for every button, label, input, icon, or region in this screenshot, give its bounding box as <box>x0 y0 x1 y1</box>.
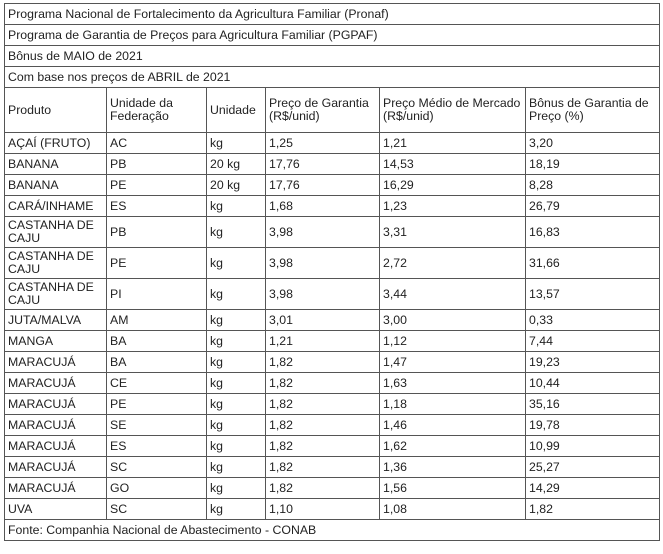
table-row <box>5 478 660 499</box>
cell-unidade: kg <box>207 373 266 394</box>
cell-preco-medio: 1,12 <box>380 331 526 352</box>
header-preco-medio: Preço Médio de Mercado (R$/unid) <box>380 88 526 133</box>
cell-produto: CASTANHA DE CAJU <box>5 248 107 279</box>
table-row <box>5 331 660 352</box>
cell-bonus: 0,33 <box>526 310 660 331</box>
cell-uf: AM <box>107 310 207 331</box>
cell-produto: MARACUJÁ <box>5 415 107 436</box>
cell-produto: UVA <box>5 499 107 520</box>
cell-preco-garantia: 1,82 <box>266 415 380 436</box>
header-bonus: Bônus de Garantia de Preço (%) <box>526 88 660 133</box>
bonus-table <box>4 3 660 541</box>
cell-preco-garantia: 3,01 <box>266 310 380 331</box>
table-row <box>5 499 660 520</box>
table-row <box>5 175 660 196</box>
cell-preco-medio: 14,53 <box>380 154 526 175</box>
cell-preco-garantia: 3,98 <box>266 248 380 279</box>
cell-preco-medio: 1,46 <box>380 415 526 436</box>
cell-unidade: kg <box>207 196 266 217</box>
header-preco-garantia: Preço de Garantia (R$/unid) <box>266 88 380 133</box>
banner-bonus-month: Bônus de MAIO de 2021 <box>5 46 660 67</box>
cell-produto: CASTANHA DE CAJU <box>5 217 107 248</box>
cell-produto: JUTA/MALVA <box>5 310 107 331</box>
cell-bonus: 16,83 <box>526 217 660 248</box>
table-row <box>5 352 660 373</box>
cell-uf: BA <box>107 331 207 352</box>
cell-preco-medio: 1,62 <box>380 436 526 457</box>
table-row <box>5 394 660 415</box>
cell-preco-garantia: 1,82 <box>266 373 380 394</box>
cell-unidade: kg <box>207 352 266 373</box>
cell-unidade: kg <box>207 436 266 457</box>
banner-price-base: Com base nos preços de ABRIL de 2021 <box>5 67 660 88</box>
table-row <box>5 248 660 279</box>
header-row <box>5 88 660 133</box>
cell-preco-medio: 3,44 <box>380 279 526 310</box>
banner-pronaf: Programa Nacional de Fortalecimento da Agricultura Familiar (Pronaf) <box>5 4 660 25</box>
table-row <box>5 279 660 310</box>
cell-produto: BANANA <box>5 175 107 196</box>
cell-bonus: 18,19 <box>526 154 660 175</box>
cell-bonus: 10,99 <box>526 436 660 457</box>
cell-bonus: 10,44 <box>526 373 660 394</box>
cell-preco-garantia: 1,82 <box>266 436 380 457</box>
cell-preco-garantia: 1,82 <box>266 478 380 499</box>
cell-produto: MARACUJÁ <box>5 373 107 394</box>
cell-unidade: kg <box>207 457 266 478</box>
cell-produto: BANANA <box>5 154 107 175</box>
cell-preco-medio: 1,08 <box>380 499 526 520</box>
cell-uf: ES <box>107 196 207 217</box>
cell-bonus: 7,44 <box>526 331 660 352</box>
cell-bonus: 14,29 <box>526 478 660 499</box>
cell-uf: GO <box>107 478 207 499</box>
table-row <box>5 457 660 478</box>
cell-preco-garantia: 3,98 <box>266 279 380 310</box>
cell-uf: SC <box>107 499 207 520</box>
cell-uf: PB <box>107 217 207 248</box>
cell-unidade: kg <box>207 248 266 279</box>
cell-unidade: kg <box>207 133 266 154</box>
cell-produto: MARACUJÁ <box>5 394 107 415</box>
cell-preco-garantia: 1,25 <box>266 133 380 154</box>
cell-preco-medio: 3,00 <box>380 310 526 331</box>
table-row <box>5 436 660 457</box>
cell-bonus: 13,57 <box>526 279 660 310</box>
cell-preco-medio: 16,29 <box>380 175 526 196</box>
cell-unidade: kg <box>207 415 266 436</box>
cell-preco-garantia: 1,10 <box>266 499 380 520</box>
cell-preco-garantia: 1,82 <box>266 457 380 478</box>
table-row <box>5 196 660 217</box>
cell-unidade: kg <box>207 499 266 520</box>
cell-produto: CARÁ/INHAME <box>5 196 107 217</box>
cell-bonus: 31,66 <box>526 248 660 279</box>
cell-preco-medio: 1,47 <box>380 352 526 373</box>
cell-preco-garantia: 17,76 <box>266 175 380 196</box>
cell-unidade: kg <box>207 394 266 415</box>
cell-preco-garantia: 1,21 <box>266 331 380 352</box>
cell-bonus: 3,20 <box>526 133 660 154</box>
cell-uf: SC <box>107 457 207 478</box>
cell-preco-garantia: 17,76 <box>266 154 380 175</box>
header-unidade: Unidade <box>207 88 266 133</box>
cell-preco-medio: 2,72 <box>380 248 526 279</box>
header-uf: Unidade da Federação <box>107 88 207 133</box>
cell-produto: MARACUJÁ <box>5 352 107 373</box>
cell-unidade: kg <box>207 310 266 331</box>
cell-unidade: 20 kg <box>207 154 266 175</box>
cell-bonus: 8,28 <box>526 175 660 196</box>
source-footer: Fonte: Companhia Nacional de Abastecimento - CONAB <box>5 520 660 541</box>
header-produto: Produto <box>5 88 107 133</box>
table-row <box>5 133 660 154</box>
cell-unidade: kg <box>207 217 266 248</box>
cell-preco-garantia: 1,68 <box>266 196 380 217</box>
cell-uf: PB <box>107 154 207 175</box>
cell-preco-medio: 1,23 <box>380 196 526 217</box>
banner-pgpaf: Programa de Garantia de Preços para Agricultura Familiar (PGPAF) <box>5 25 660 46</box>
cell-uf: BA <box>107 352 207 373</box>
cell-uf: SE <box>107 415 207 436</box>
cell-produto: MARACUJÁ <box>5 478 107 499</box>
table-row <box>5 154 660 175</box>
cell-bonus: 35,16 <box>526 394 660 415</box>
cell-preco-medio: 1,36 <box>380 457 526 478</box>
cell-uf: PE <box>107 248 207 279</box>
cell-uf: CE <box>107 373 207 394</box>
cell-uf: PE <box>107 175 207 196</box>
cell-preco-garantia: 1,82 <box>266 352 380 373</box>
cell-bonus: 25,27 <box>526 457 660 478</box>
cell-preco-garantia: 1,82 <box>266 394 380 415</box>
table-row <box>5 373 660 394</box>
cell-produto: AÇAÍ (FRUTO) <box>5 133 107 154</box>
cell-uf: PI <box>107 279 207 310</box>
cell-uf: PE <box>107 394 207 415</box>
cell-bonus: 19,23 <box>526 352 660 373</box>
cell-bonus: 26,79 <box>526 196 660 217</box>
cell-uf: ES <box>107 436 207 457</box>
cell-preco-medio: 1,18 <box>380 394 526 415</box>
cell-preco-garantia: 3,98 <box>266 217 380 248</box>
cell-produto: MANGA <box>5 331 107 352</box>
cell-preco-medio: 1,63 <box>380 373 526 394</box>
cell-produto: MARACUJÁ <box>5 457 107 478</box>
cell-produto: CASTANHA DE CAJU <box>5 279 107 310</box>
cell-preco-medio: 1,21 <box>380 133 526 154</box>
cell-produto: MARACUJÁ <box>5 436 107 457</box>
table-row <box>5 415 660 436</box>
cell-preco-medio: 3,31 <box>380 217 526 248</box>
cell-uf: AC <box>107 133 207 154</box>
cell-unidade: kg <box>207 478 266 499</box>
table-row <box>5 217 660 248</box>
cell-preco-medio: 1,56 <box>380 478 526 499</box>
cell-unidade: 20 kg <box>207 175 266 196</box>
cell-bonus: 19,78 <box>526 415 660 436</box>
table-row <box>5 310 660 331</box>
cell-bonus: 1,82 <box>526 499 660 520</box>
cell-unidade: kg <box>207 279 266 310</box>
cell-unidade: kg <box>207 331 266 352</box>
